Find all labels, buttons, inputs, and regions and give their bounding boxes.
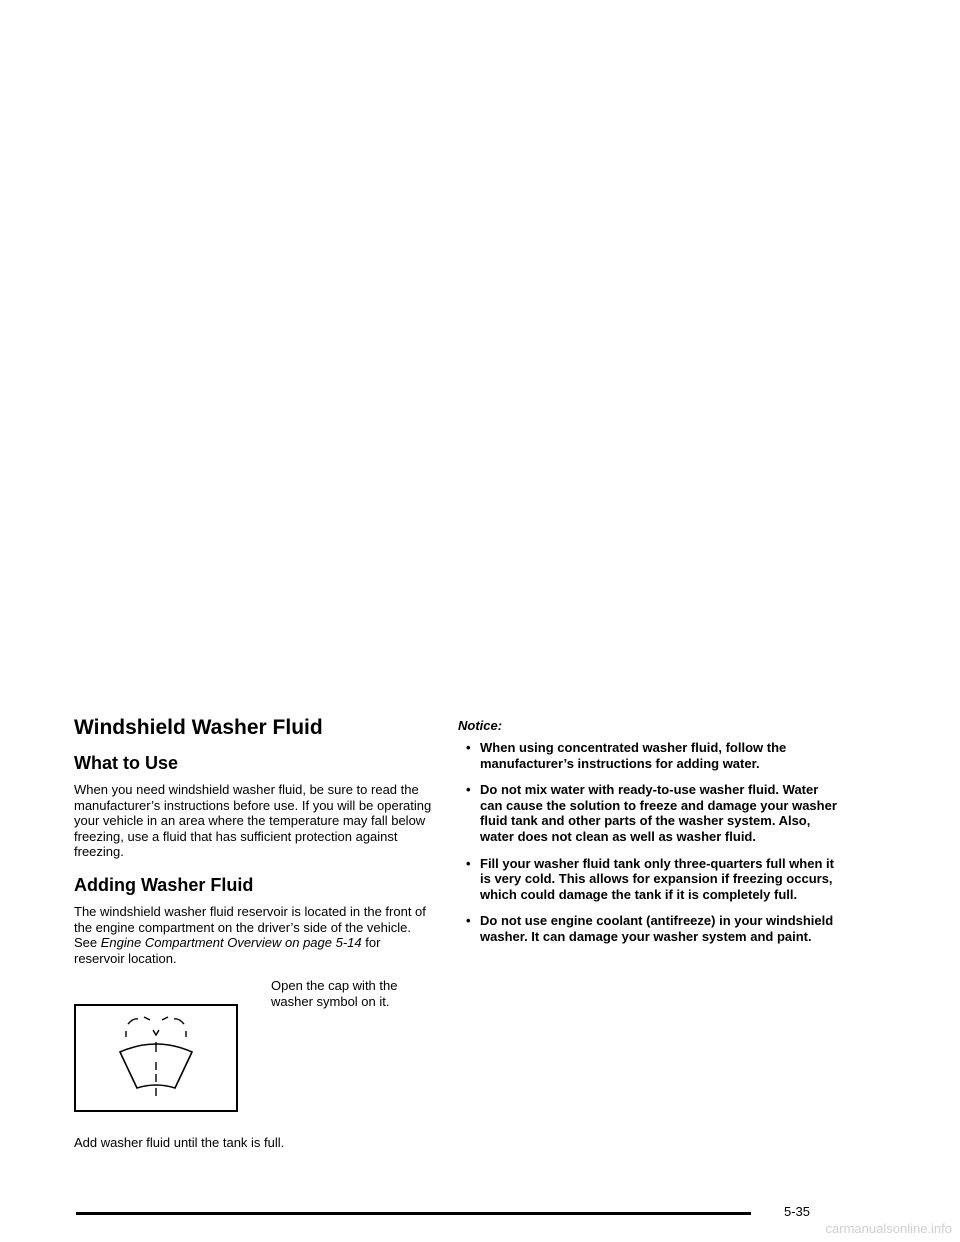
watermark: carmanualsonline.info [825,1221,952,1236]
left-column [74,716,434,1216]
notice-text: Do not use engine coolant (antifreeze) in your windshield washer. It can damage your washer system and paint. [480,913,834,944]
bullet-icon: • [466,913,471,929]
windshield-washer-icon [76,1006,236,1110]
add-fluid-instruction: Add washer fluid until the tank is full. [74,1135,285,1151]
notice-item [458,782,838,844]
page-title: Windshield Washer Fluid [74,716,323,739]
notice-text: Fill your washer fluid tank only three-quarters full when it is very cold. This allows for expansion if freezing occurs, which could damage the tank if it is completely full. [480,855,834,902]
notice-text: When using concentrated washer fluid, follow the manufacturer’s instructions for adding water. [480,740,787,771]
right-column [458,718,838,956]
figure-caption: Open the cap with the washer symbol on it. [271,978,398,1009]
footer-rule [76,1212,751,1215]
section-adding-washer-fluid [74,874,434,1216]
page-number: 5-35 [784,1204,811,1219]
section-body: When you need windshield washer fluid, be sure to read the manufacturer’s instructions before use. If you will be operating your vehicle in an area where the temperature may fall below freezing, use a fluid that has sufficient protection against freezing. [74,782,432,860]
notice-text: Do not mix water with ready-to-use washer fluid. Water can cause the solution to freeze and damage your washer fluid tank and other parts of the washer system. Also, water does not clean as well as washer fluid. [480,782,837,844]
washer-symbol-figure [74,1004,238,1112]
section-heading: What to Use [74,753,179,773]
notice-item [458,856,838,903]
notice-list [458,740,838,945]
notice-label: Notice: [458,718,503,733]
section-body [74,904,434,966]
section-heading: Adding Washer Fluid [74,874,254,895]
bullet-icon: • [466,740,471,755]
notice-item [458,740,838,771]
body-text: The windshield washer fluid reservoir is located in the front of the engine compartment on the driver’s side of the vehicle. See [74,903,426,951]
bullet-icon: • [466,782,471,798]
figure-row [74,978,434,1216]
cross-reference-link[interactable]: Engine Compartment Overview on page 5-14 [100,935,362,951]
bullet-icon: • [466,855,471,871]
notice-item [458,913,838,944]
body-text: for reservoir location. [74,935,381,966]
section-what-to-use [74,752,434,860]
